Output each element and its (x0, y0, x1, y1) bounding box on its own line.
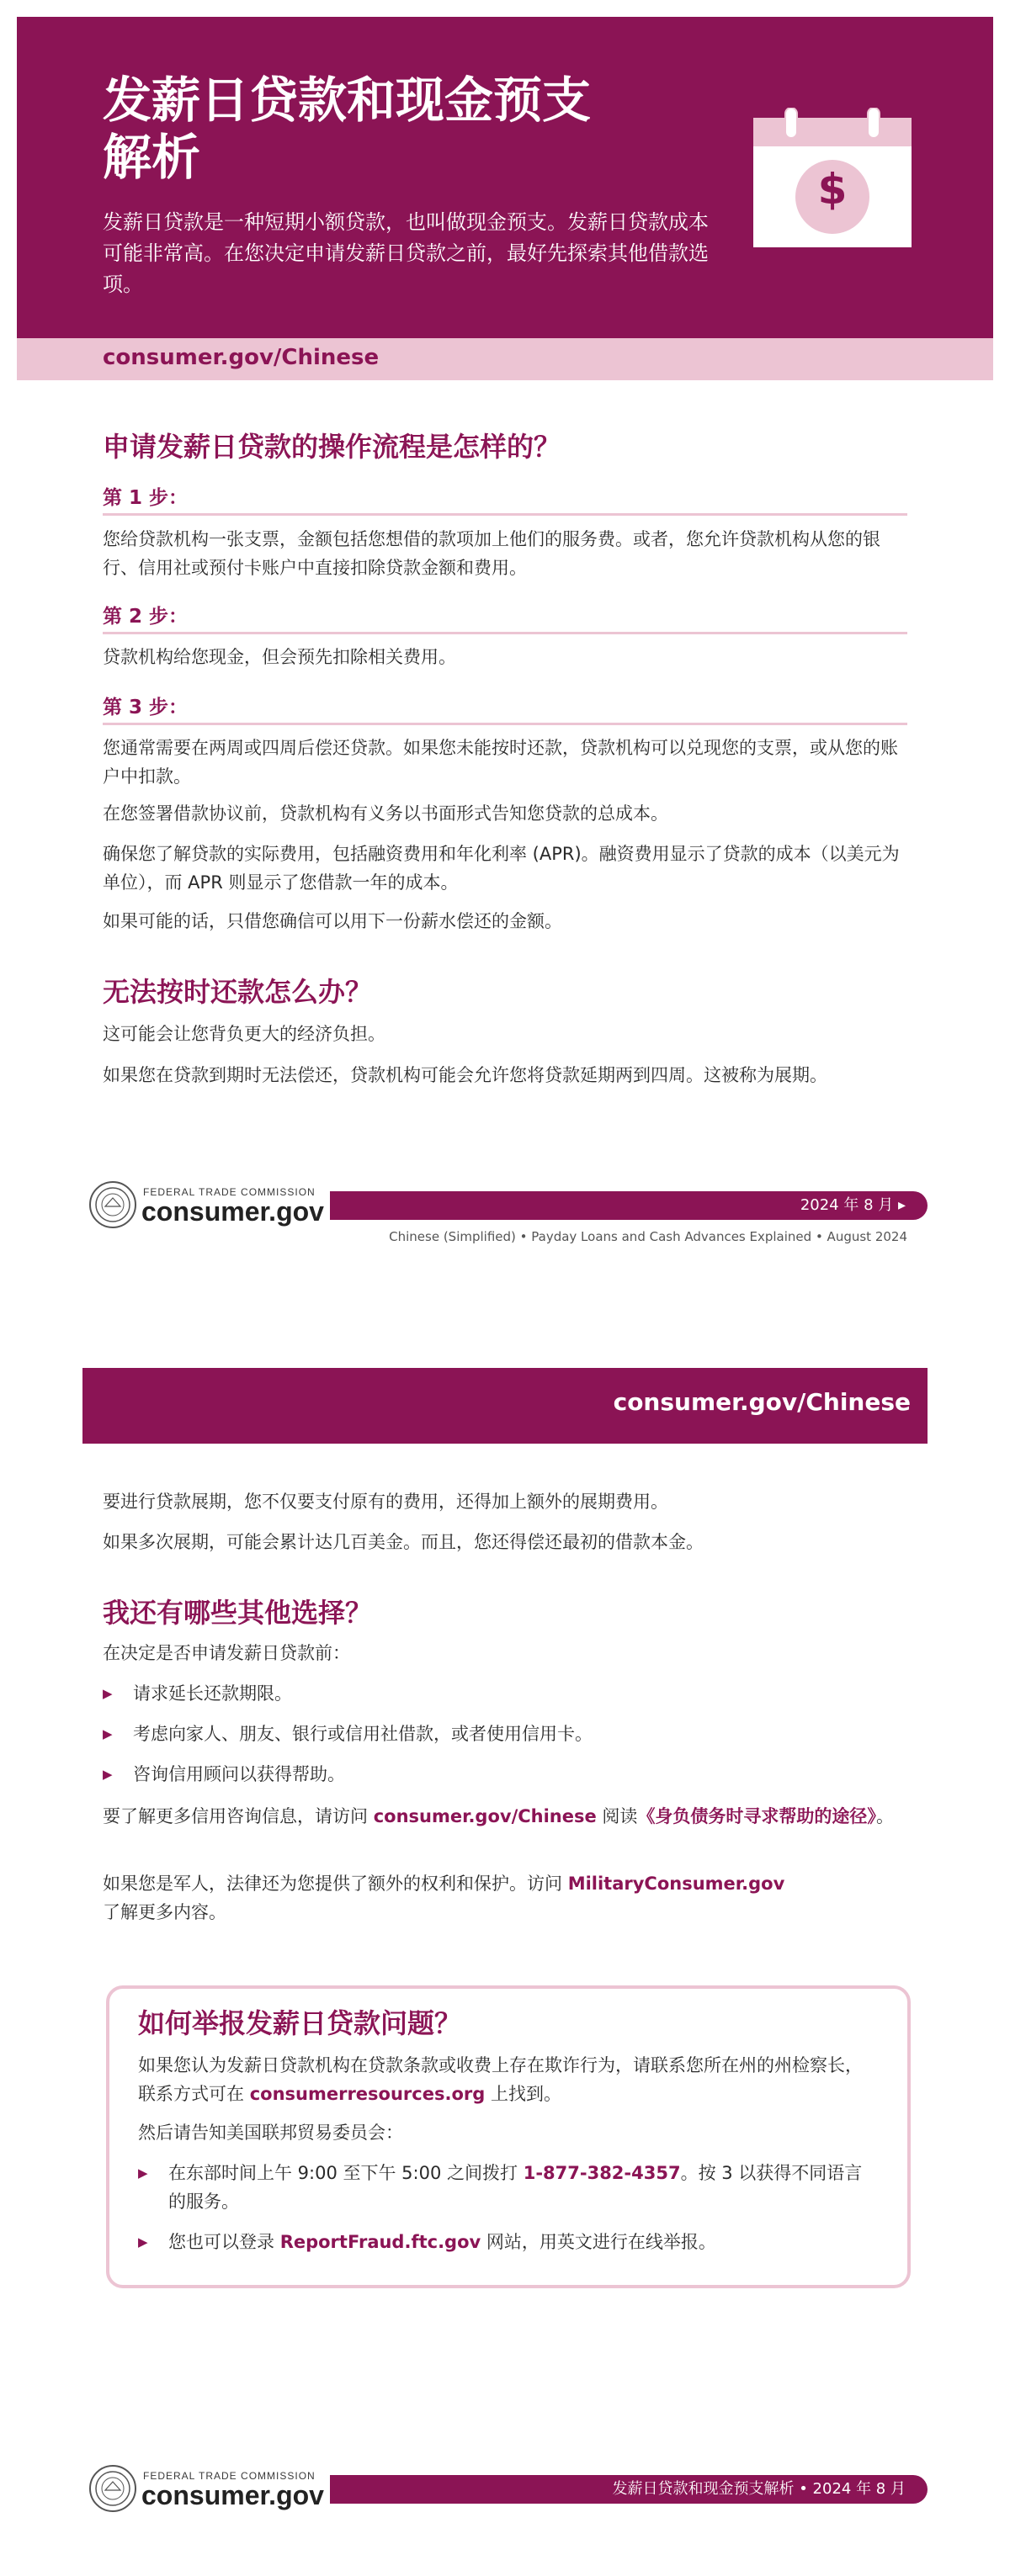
paragraph-advice: 如果可能的话，只借您确信可以用下一份薪水偿还的金额。 (103, 911, 562, 931)
list-item: ▶ 请求延长还款期限。 (103, 1679, 907, 1708)
footer-caption: Chinese (Simplified) • Payday Loans and Cash Advances Explained • August 2024 (389, 1229, 907, 1244)
list-item: ▶ 在东部时间上午 9:00 至下午 5:00 之间拨打 1-877-382-4357。按 3 以获得不同语言的服务。 (138, 2159, 879, 2216)
debt-help-article-link[interactable]: 《身负债务时寻求帮助的途径》 (637, 1806, 876, 1826)
report-heading: 如何举报发薪日贷款问题？ (138, 2007, 462, 2039)
triangle-bullet-icon: ▶ (103, 1686, 113, 1701)
step-3-text: 您通常需要在两周或四周后偿还贷款。如果您未能按时还款，贷款机构可以兑现您的支票，或从您的账户中扣款。 (103, 738, 898, 787)
footer-pill: 发薪日贷款和现金预支解析 • 2024 年 8 月 (330, 2475, 928, 2504)
list-item: ▶ 考虑向家人、朋友、银行或信用社借款，或者使用信用卡。 (103, 1720, 907, 1748)
section-heading-late: 无法按时还款怎么办？ (103, 976, 373, 1008)
triangle-bullet-icon: ▶ (103, 1726, 113, 1741)
ftc-seal-icon (89, 1181, 136, 1228)
triangle-bullet-icon: ▶ (138, 2165, 148, 2181)
phone-link[interactable]: 1-877-382-4357 (523, 2163, 681, 2183)
calendar-dollar-icon (753, 108, 912, 247)
report-paragraph: 如果您认为发薪日贷款机构在贷款条款或收费上存在欺诈行为，请联系您所在州的州检察长，联系方式可在 consumerresources.org 上找到。 (138, 2055, 863, 2104)
list-item: ▶ 您也可以登录 ReportFraud.ftc.gov 网站，用英文进行在线举报。 (138, 2228, 879, 2256)
step-1-divider (103, 513, 907, 516)
step-2-label: 第 2 步： (103, 606, 189, 628)
step-3-label: 第 3 步： (103, 697, 189, 718)
paragraph-rollover: 如果您在贷款到期时无法偿还，贷款机构可能会允许您将贷款延期两到四周。这被称为展期。 (103, 1065, 827, 1085)
report-then: 然后请告知美国联邦贸易委员会： (138, 2123, 403, 2143)
section-heading-options: 我还有哪些其他选择？ (103, 1597, 373, 1629)
options-intro: 在决定是否申请发薪日贷款前： (103, 1643, 350, 1663)
paragraph-burden: 这可能会让您背负更大的经济负担。 (103, 1024, 385, 1044)
step-1-label: 第 1 步： (103, 487, 189, 509)
ftc-agency-name: FEDERAL TRADE COMMISSION (143, 1186, 316, 1198)
triangle-bullet-icon: ▶ (138, 2234, 148, 2250)
step-2-text: 贷款机构给您现金，但会预先扣除相关费用。 (103, 647, 456, 667)
paragraph-military: 如果您是军人，法律还为您提供了额外的权利和保护。访问 MilitaryConsumer.gov 了解更多内容。 (103, 1874, 785, 1922)
section-heading-process: 申请发薪日贷款的操作流程是怎样的？ (103, 431, 561, 463)
reportfraud-link[interactable]: ReportFraud.ftc.gov (279, 2232, 481, 2252)
paragraph-total-cost: 在您签署借款协议前，贷款机构有义务以书面形式告知您贷款的总成本。 (103, 803, 668, 824)
dollar-symbol: $ (817, 165, 848, 214)
list-item: ▶ 咨询信用顾问以获得帮助。 (103, 1760, 907, 1789)
date-pill: 2024 年 8 月 ▸ (330, 1191, 928, 1220)
paragraph-rollover-fee: 要进行贷款展期，您不仅要支付原有的费用，还得加上额外的展期费用。 (103, 1492, 668, 1512)
consumer-gov-link[interactable]: consumer.gov/Chinese (373, 1806, 597, 1826)
page-title: 发薪日贷款和现金预支 解析 (103, 72, 592, 186)
step-3-divider (103, 723, 907, 725)
ftc-seal-icon (89, 2465, 136, 2512)
ftc-agency-name: FEDERAL TRADE COMMISSION (143, 2470, 316, 2482)
step-2-divider (103, 632, 907, 634)
intro-text: 发薪日贷款是一种短期小额贷款，也叫做现金预支。发薪日贷款成本可能非常高。在您决定申请发薪日贷款之前，最好先探索其他借款选项。 (103, 210, 709, 296)
paragraph-apr: 确保您了解贷款的实际费用，包括融资费用和年化利率 (APR)。融资费用显示了贷款的成本（以美元为单位），而 APR 则显示了您借款一年的成本。 (103, 844, 900, 893)
consumerresources-link[interactable]: consumerresources.org (249, 2084, 486, 2104)
military-consumer-link[interactable]: MilitaryConsumer.gov (567, 1874, 785, 1894)
triangle-bullet-icon: ▶ (103, 1767, 113, 1782)
ftc-brand[interactable]: consumer.gov (141, 2480, 324, 2510)
ftc-brand[interactable]: consumer.gov (141, 1196, 324, 1227)
step-1-text: 您给贷款机构一张支票，金额包括您想借的款项加上他们的服务费。或者，您允许贷款机构从您的银行、信用社或预付卡账户中直接扣除贷款金额和费用。 (103, 529, 880, 578)
page2-site-link[interactable]: consumer.gov/Chinese (613, 1388, 911, 1416)
paragraph-more-info: 要了解更多信用咨询信息，请访问 consumer.gov/Chinese 阅读《身负债务时寻求帮助的途径》。 (103, 1806, 894, 1826)
site-link[interactable]: consumer.gov/Chinese (103, 345, 380, 370)
paragraph-accumulate: 如果多次展期，可能会累计达几百美金。而且，您还得偿还最初的借款本金。 (103, 1532, 704, 1552)
